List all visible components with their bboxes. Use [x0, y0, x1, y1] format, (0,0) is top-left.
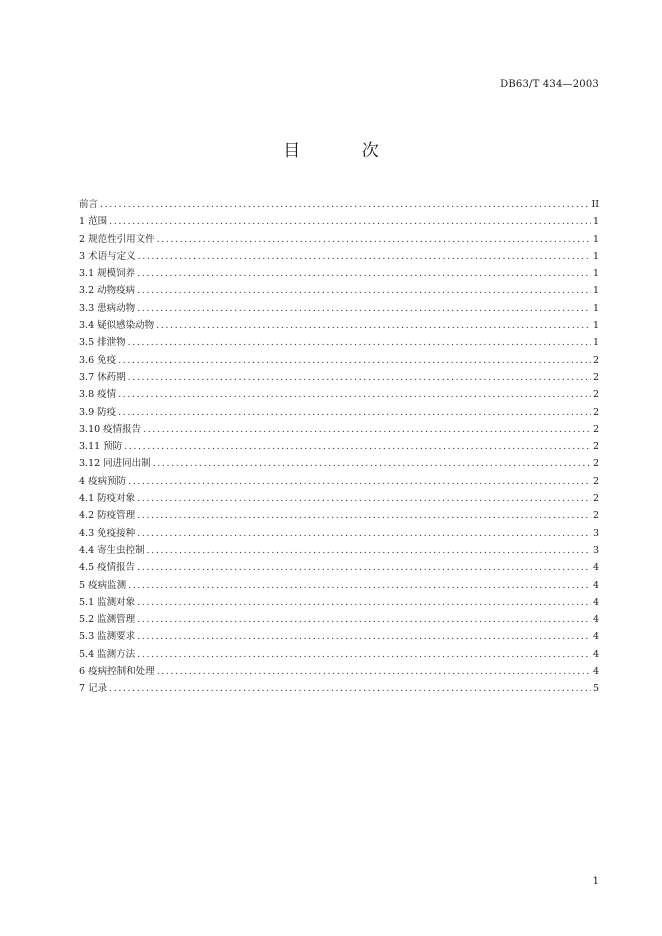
toc-entry-page: 2 — [592, 441, 599, 453]
toc-entry-page: 3 — [592, 544, 599, 556]
toc-leader-dots — [118, 389, 591, 400]
toc-entry-page: 2 — [592, 510, 599, 522]
toc-leader-dots — [128, 580, 591, 591]
toc-entry[interactable] — [79, 334, 599, 351]
toc-entry-page: 1 — [592, 302, 599, 314]
toc-entry-page: 1 — [592, 268, 599, 280]
toc-leader-dots — [153, 458, 591, 469]
toc-entry-label: 3.6 免疫 — [79, 354, 117, 366]
toc-entry[interactable] — [79, 282, 599, 299]
toc-entry-label: 3.3 患病动物 — [79, 302, 136, 314]
toc-entry-page: 1 — [592, 285, 599, 297]
toc-leader-dots — [147, 545, 591, 556]
toc-leader-dots — [118, 355, 591, 366]
toc-entry-label: 4 疫病预防 — [79, 475, 127, 487]
toc-entry-label: 5.2 监测管理 — [79, 614, 136, 626]
toc-leader-dots — [118, 407, 591, 418]
doc-code: DB63/T 434—2003 — [500, 79, 599, 90]
toc-leader-dots — [137, 631, 591, 642]
toc-entry-page: 2 — [592, 389, 599, 401]
toc-entry[interactable] — [79, 438, 599, 455]
toc-entry-page: 1 — [592, 250, 599, 262]
toc-entry-label: 3.7 休药期 — [79, 371, 126, 383]
toc-entry-label: 3.9 防疫 — [79, 406, 117, 418]
toc-entry-page: 1 — [592, 337, 599, 349]
toc-leader-dots — [100, 199, 589, 210]
toc-entry-page: 1 — [592, 216, 599, 228]
page-number: 1 — [592, 876, 599, 887]
toc-entry-label: 4.2 防疫管理 — [79, 510, 136, 522]
toc-entry-page: 5 — [592, 683, 599, 695]
toc-leader-dots — [124, 441, 591, 452]
toc-entry-label: 3.8 疫情 — [79, 389, 117, 401]
toc-entry-label: 前言 — [79, 199, 99, 210]
toc-entry-label: 5 疫病监测 — [79, 579, 127, 591]
toc-entry-label: 7 记录 — [79, 683, 108, 695]
toc-entry[interactable] — [79, 663, 599, 680]
toc-leader-dots — [128, 372, 591, 383]
toc-entry-page: 4 — [592, 614, 599, 626]
toc-entry[interactable] — [79, 386, 599, 403]
toc-entry-page: 4 — [592, 666, 599, 678]
toc-entry-label: 3.2 动物疫病 — [79, 285, 136, 297]
toc-entry-label: 3.12 同进同出制 — [79, 458, 151, 470]
toc-leader-dots — [157, 666, 591, 677]
toc-entry-page: 2 — [592, 493, 599, 505]
toc-entry[interactable] — [79, 300, 599, 317]
toc-leader-dots — [143, 424, 591, 435]
toc-leader-dots — [137, 493, 591, 504]
toc-entry[interactable] — [79, 628, 599, 645]
toc-leader-dots — [157, 234, 591, 245]
toc-entry-page: 1 — [592, 320, 599, 332]
toc-entry[interactable] — [79, 369, 599, 386]
toc-entry[interactable] — [79, 559, 599, 576]
toc-entry[interactable] — [79, 231, 599, 248]
toc-entry-page: 4 — [592, 648, 599, 660]
toc-entry[interactable] — [79, 680, 599, 697]
toc-entry-page: 3 — [592, 527, 599, 539]
toc-entry-page: 2 — [592, 423, 599, 435]
toc-entry-label: 5.4 监测方法 — [79, 648, 136, 660]
toc-entry-label: 2 规范性引用文件 — [79, 233, 155, 245]
toc-entry-page: 2 — [592, 458, 599, 470]
toc-leader-dots — [137, 510, 591, 521]
toc-entry-page: 4 — [592, 562, 599, 574]
toc-entry[interactable] — [79, 490, 599, 507]
toc-leader-dots — [137, 528, 591, 539]
toc-entry-label: 3.11 预防 — [79, 441, 123, 453]
toc-leader-dots — [137, 614, 591, 625]
toc-entry[interactable] — [79, 577, 599, 594]
toc-entry[interactable] — [79, 455, 599, 472]
toc-entry-label: 5.3 监测要求 — [79, 631, 136, 643]
toc-leader-dots — [137, 562, 591, 573]
toc-leader-dots — [109, 683, 591, 694]
toc-entry[interactable] — [79, 352, 599, 369]
toc-entry[interactable] — [79, 248, 599, 265]
toc-entry-page: 4 — [592, 596, 599, 608]
toc-title: 目 次 — [283, 141, 407, 161]
toc-entry[interactable] — [79, 213, 599, 230]
toc-entry[interactable] — [79, 507, 599, 524]
toc-entry-label: 1 范围 — [79, 216, 108, 228]
toc-leader-dots — [138, 251, 591, 262]
toc-entry-label: 3.4 疑似感染动物 — [79, 320, 155, 332]
toc-leader-dots — [137, 597, 591, 608]
toc-entry[interactable] — [79, 594, 599, 611]
toc-entry-page: 4 — [592, 631, 599, 643]
toc-entry[interactable] — [79, 421, 599, 438]
toc-entry[interactable] — [79, 265, 599, 282]
toc-entry-page: 2 — [592, 354, 599, 366]
toc-leader-dots — [137, 303, 591, 314]
toc-leader-dots — [128, 476, 591, 487]
toc-entry-label: 3.1 规模饲养 — [79, 268, 136, 280]
toc-leader-dots — [137, 268, 591, 279]
toc-entry-page: 4 — [592, 579, 599, 591]
toc-entry-label: 6 疫病控制和处理 — [79, 666, 155, 678]
toc-entry-label: 4.1 防疫对象 — [79, 493, 136, 505]
toc-entry-label: 4.5 疫情报告 — [79, 562, 136, 574]
toc-entry-page: 2 — [592, 371, 599, 383]
toc-entry-page: 2 — [592, 475, 599, 487]
toc-entry-label: 4.4 寄生虫控制 — [79, 544, 145, 556]
toc-leader-dots — [137, 285, 591, 296]
toc-entry[interactable] — [79, 196, 599, 213]
toc-entry[interactable] — [79, 542, 599, 559]
toc-list — [79, 196, 599, 698]
toc-entry-page: 1 — [592, 233, 599, 245]
toc-entry[interactable] — [79, 646, 599, 663]
toc-entry-label: 4.3 免疫接种 — [79, 527, 136, 539]
toc-entry[interactable] — [79, 525, 599, 542]
toc-entry-label: 3 术语与定义 — [79, 250, 136, 262]
toc-leader-dots — [156, 320, 591, 331]
toc-entry[interactable] — [79, 473, 599, 490]
toc-entry[interactable] — [79, 404, 599, 421]
toc-entry[interactable] — [79, 317, 599, 334]
toc-entry-label: 3.5 排泄物 — [79, 337, 126, 349]
toc-entry-label: 5.1 监测对象 — [79, 596, 136, 608]
toc-entry-page: 2 — [592, 406, 599, 418]
toc-leader-dots — [137, 649, 591, 660]
toc-entry-label: 3.10 疫情报告 — [79, 423, 142, 435]
toc-leader-dots — [109, 216, 591, 227]
toc-entry[interactable] — [79, 611, 599, 628]
toc-leader-dots — [128, 337, 591, 348]
toc-entry-page: II — [591, 199, 599, 210]
